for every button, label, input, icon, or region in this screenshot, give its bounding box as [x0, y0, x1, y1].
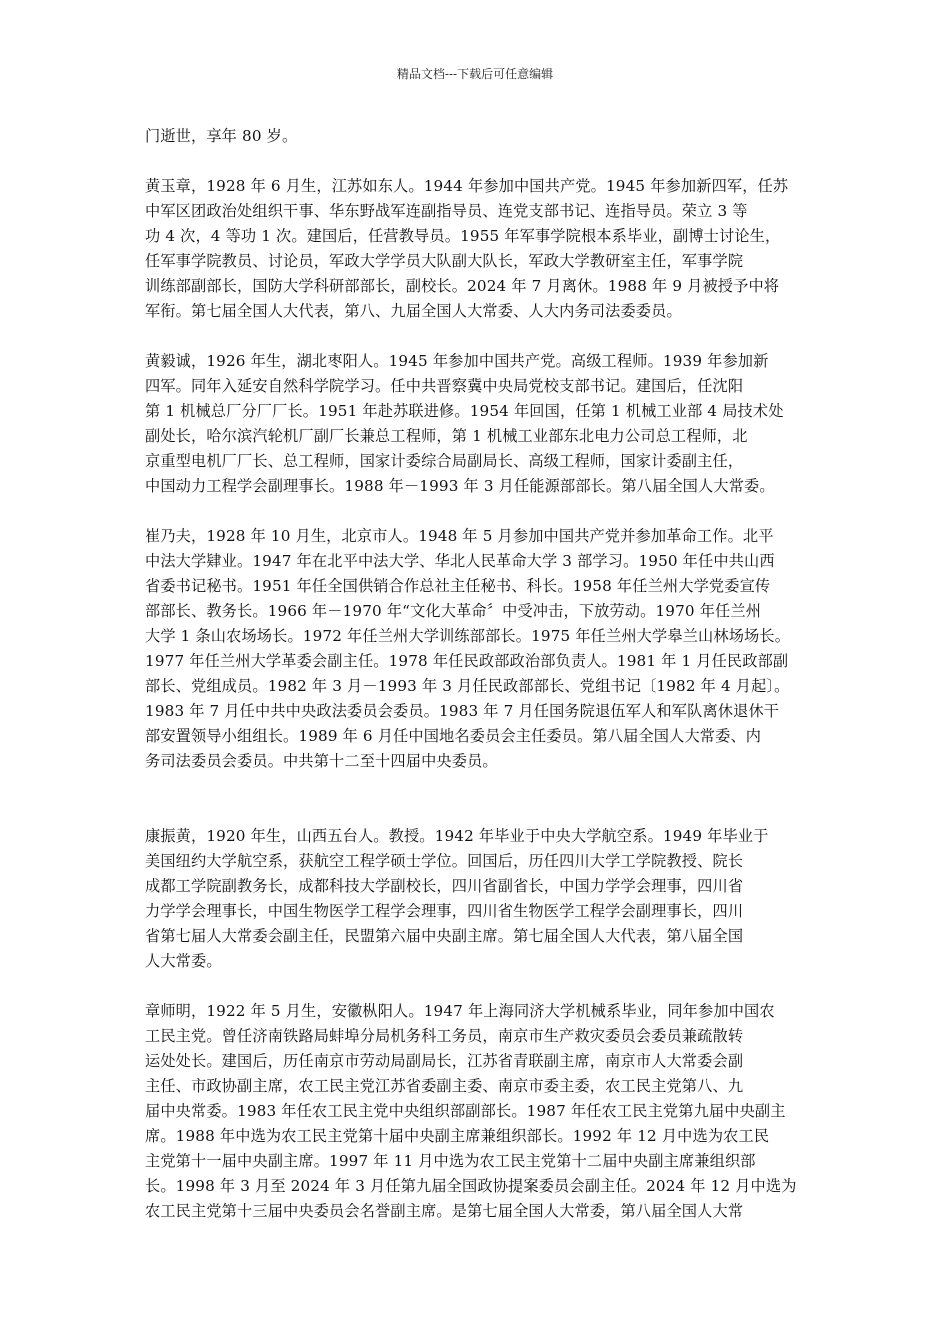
paragraph-huang-yicheng: 黄毅诚，1926 年生，湖北枣阳人。1945 年参加中国共产党。高级工程师。1939 年参加新 四军。同年入延安自然科学院学习。任中共晋察冀中央局党校支部书记。建国后，任沈阳 第 1 机械总厂分厂厂长。1951 年赴苏联进修。1954 年回国，任第 1 机械工业部 4 局技术处 副处长，哈尔滨汽轮机厂副厂长兼总工程师，第 1 机械工业部东北电力公司总工程师，北 京重型电机厂厂长、总工程师，国家计委综合局副局长、高级工程师，国家计委副主任， 中国动力工程学会副理事长。1988 年－1993 年 3 月任能源部部长。第八届全国人大常委。: [145, 352, 784, 495]
document-body: [145, 124, 809, 1224]
paragraph-spacer: [145, 774, 809, 824]
paragraph-spacer: [145, 324, 809, 349]
paragraph-continuation: 门逝世，享年 80 岁。: [145, 127, 298, 145]
paragraph-huang-yuzhang: 黄玉章，1928 年 6 月生，江苏如东人。1944 年参加中国共产党。1945 年参加新四军，任苏 中军区团政治处组织干事、华东野战军连副指导员、连党支部书记、连指导员。荣立 3 等 功 4 次，4 等功 1 次。建国后，任营教导员。1955 年军事学院根本系毕业，副博士讨论生， 任军事学院教员、讨论员，军政大学学员大队副大队长，军政大学教研室主任，军事学院 训练部副部长，国防大学科研部部长，副校长。2024 年 7 月离休。1988 年 9 月被授予中将 军衔。第七届全国人大代表，第八、九届全国人大常委、人大内务司法委委员。: [145, 177, 789, 320]
paragraph-kang-zhenhuang: 康振黄，1920 年生，山西五台人。教授。1942 年毕业于中央大学航空系。1949 年毕业于 美国纽约大学航空系，获航空工程学硕士学位。回国后，历任四川大学工学院教授、院长 成都工学院副教务长，成都科技大学副校长，四川省副省长，中国力学学会理事，四川省 力学学会理事长，中国生物医学工程学会理事，四川省生物医学工程学会副理事长，四川 省第七届人大常委会副主任，民盟第六届中央副主席。第七届全国人大代表，第八届全国 人大常委。: [145, 827, 769, 970]
page-header: 精品文档---下载后可任意编辑: [396, 67, 554, 81]
paragraph-zhang-shiming: 章师明，1922 年 5 月生，安徽枞阳人。1947 年上海同济大学机械系毕业，同年参加中国农 工民主党。曾任济南铁路局蚌埠分局机务科工务员，南京市生产救灾委员会委员兼疏散转 运处处长。建国后，历任南京市劳动局副局长，江苏省青联副主席，南京市人大常委会副 主任、市政协副主席，农工民主党江苏省委副主委、南京市委主委，农工民主党第八、九 届中央常委。1983 年任农工民主党中央组织部副部长。1987 年任农工民主党第九届中央副主 席。1988 年中选为农工民主党第十届中央副主席兼组织部长。1992 年 12 月中选为农工民 主党第十一届中央副主席。1997 年 11 月中选为农工民主党第十二届中央副主席兼组织部 长。1998 年 3 月至 2024 年 3 月任第九届全国政协提案委员会副主任。2024 年 12 月中选为 农工民主党第十三届中央委员会名誉副主席。是第七届全国人大常委，第八届全国人大常: [145, 1002, 797, 1220]
paragraph-spacer: [145, 974, 809, 999]
paragraph-spacer: [145, 499, 809, 524]
paragraph-cui-naifu: 崔乃夫，1928 年 10 月生，北京市人。1948 年 5 月参加中国共产党并参加革命工作。北平 中法大学肄业。1947 年在北平中法大学、华北人民革命大学 3 部学习。1950 年任中共山西 省委书记秘书。1951 年任全国供销合作总社主任秘书、科长。1958 年任兰州大学党委宣传 部部长、教务长。1966 年－1970 年“文化大革命〞中受冲击，下放劳动。1970 年任兰州 大学 1 条山农场场长。1972 年任兰州大学训练部部长。1975 年任兰州大学皋兰山林场场长。 1977 年任兰州大学革委会副主任。1978 年任民政部政治部负责人。1981 年 1 月任民政部副 部长、党组成员。1982 年 3 月－1993 年 3 月任民政部部长、党组书记〔1982 年 4 月起〕。 1983 年 7 月任中共中央政法委员会委员。1983 年 7 月任国务院退伍军人和军队离休退休干 部安置领导小组组长。1989 年 6 月任中国地名委员会主任委员。第八届全国人大常委、内 务司法委员会委员。中共第十二至十四届中央委员。: [145, 527, 791, 770]
paragraph-spacer: [145, 149, 809, 174]
